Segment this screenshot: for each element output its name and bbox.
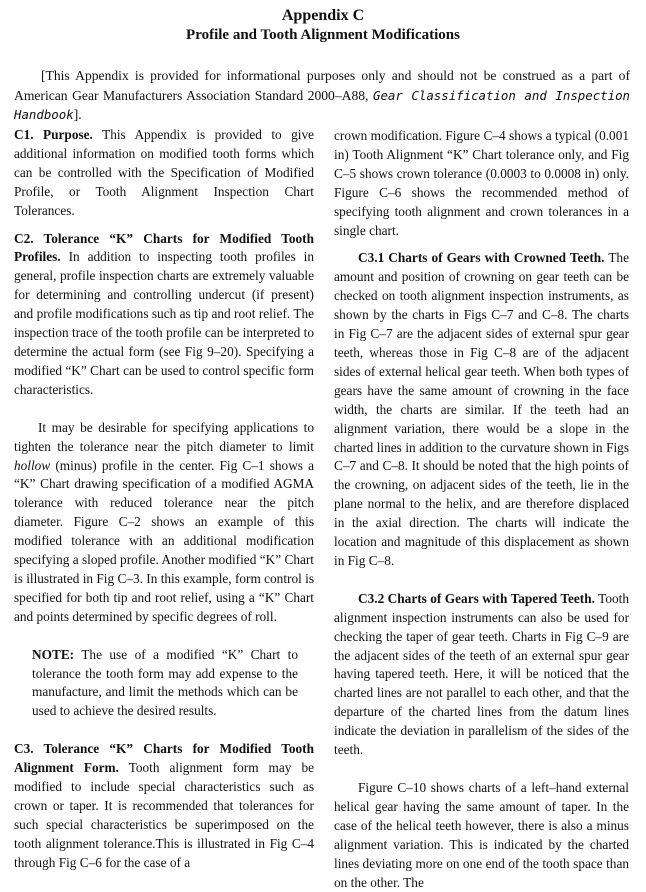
c3-1-body: The amount and position of crowning on gear teeth can be checked on tooth alignment inspection instruments, as shown by the charts in Figs C–7 and C–8. The charts in Fig C–7 are the adjacent sides of external spur gear teeth, whereas those in Fig C–8 are of the adjacent sides of external helical gear teeth. When both types of gears have the same amount of crowning in the face width, the charts are similar. If the teeth had an alignment variation, there would be a slope in the charted lines in addition to the curvature shown in Figs C–7 and C–8. It should be noted that the high points of the crowning, on adjacent sides of the teeth, lie in the plane normal to the helix, and are therefore displaced in the axial direction. The charts will indicate the location and magnitude of this displacement as shown in Fig C–8.	[334, 250, 629, 568]
appendix-label: Appendix C	[281, 7, 365, 24]
c3-2-body: Tooth alignment inspection instruments can also be used for checking the taper of gear teeth. Charts in Fig C–9 are the adjacent sides of the teeth of an external spur gear having tapered teeth. Here, it will be noticed that the charted lines are not parallel to each other, and that the departure of the charted lines from the datum lines indicate the deviation in parallelism of the sides of the teeth.	[334, 590, 629, 758]
section-c3-1	[334, 249, 629, 570]
c1-body: This Appendix is provided to give additional information on modified tooth forms which can be controlled with the Specification of Modified Profile, or Tooth Alignment Inspection Chart Tolerances.	[14, 127, 315, 218]
c3-heading: C3. Tolerance “K” Charts for Modified Tooth Alignment Form.	[14, 741, 314, 776]
page-title: Profile and Tooth Alignment Modifications	[186, 27, 460, 43]
intro-text: [This Appendix is provided for informational purposes only and should not be construed as a part of American Gear Manufacturers Association Standard 2000–A88,	[14, 68, 630, 103]
note-block	[32, 646, 298, 722]
c2-heading: C2. Tolerance “K” Charts for Modified Tooth Profiles.	[14, 230, 314, 265]
c2-p2-a: It may be desirable for specifying applications to tighten the tolerance near the pitch diameter to limit	[14, 419, 314, 454]
note-label: NOTE:	[32, 646, 75, 662]
c3-2-heading: C3.2 Charts of Gears with Tapered Teeth.	[358, 590, 595, 606]
intro-close: ].	[73, 107, 82, 122]
c2-p2-b: (minus) profile in the center. Fig C–1 shows a “K” Chart drawing specification of a modified AGMA tolerance with reduced tolerance near the pitch diameter. Figure C–2 shows an example of this modified tolerance with an additional modification specifying a sloped profile. Another modified “K” Chart is illustrated in Fig C–3. In this example, form control is specified for both tip and root relief, using a “K” Chart and points determined by specific degrees of roll.	[14, 457, 315, 624]
left-column	[14, 126, 314, 873]
c2-paragraph-2	[14, 419, 314, 627]
intro-paragraph	[14, 66, 630, 125]
c3-continuation: crown modification. Figure C–4 shows a typical (0.001 in) Tooth Alignment “K” Chart tolerance only, and Fig C–5 shows crown tolerance (0.0003 to 0.0008 in) only. Figure C–6 shows the recommended method of specifying tooth alignment and crown tolerances in a single chart.	[334, 128, 629, 238]
c3-body-left: Tooth alignment form may be modified to include special characteristics such as crown or taper. It is recommended that tolerances for such special characteristics be superimposed on the tooth alignment tolerance.This is illustrated in Fig C–4 through Fig C–6 for the case of a	[14, 760, 314, 870]
note-body: The use of a modified “K” Chart to tolerance the tooth form may add expense to the manufacture, and limit the methods which can be used to achieve the desired results.	[32, 646, 298, 719]
c3-2-paragraph-2: Figure C–10 shows charts of a left–hand external helical gear having the same amount of taper. In the case of the helical teeth however, there is also a minus alignment variation. This is indicated by the charted lines deviating more on one end of the tooth space than on the other. The	[334, 780, 629, 890]
c3-1-heading: C3.1 Charts of Gears with Crowned Teeth.	[358, 250, 605, 266]
right-column	[334, 127, 629, 892]
section-c1	[14, 126, 314, 221]
section-c2	[14, 230, 314, 400]
hollow-term: hollow	[14, 457, 51, 473]
c1-heading: C1. Purpose.	[14, 127, 93, 142]
c2-body: In addition to inspecting tooth profiles in general, profile inspection charts are extremely valuable for determining and controlling undercut (if present) and profile modifications such as tip and root relief. The inspection trace of the tooth profile can be interpreted to determine the actual form (see Fig 9–20). Specifying a modified “K” Chart can be used to control specific form characteristics.	[14, 249, 314, 397]
section-c3-2	[334, 590, 629, 760]
handbook-title: Gear Classification and Inspection Handbook	[14, 87, 630, 122]
